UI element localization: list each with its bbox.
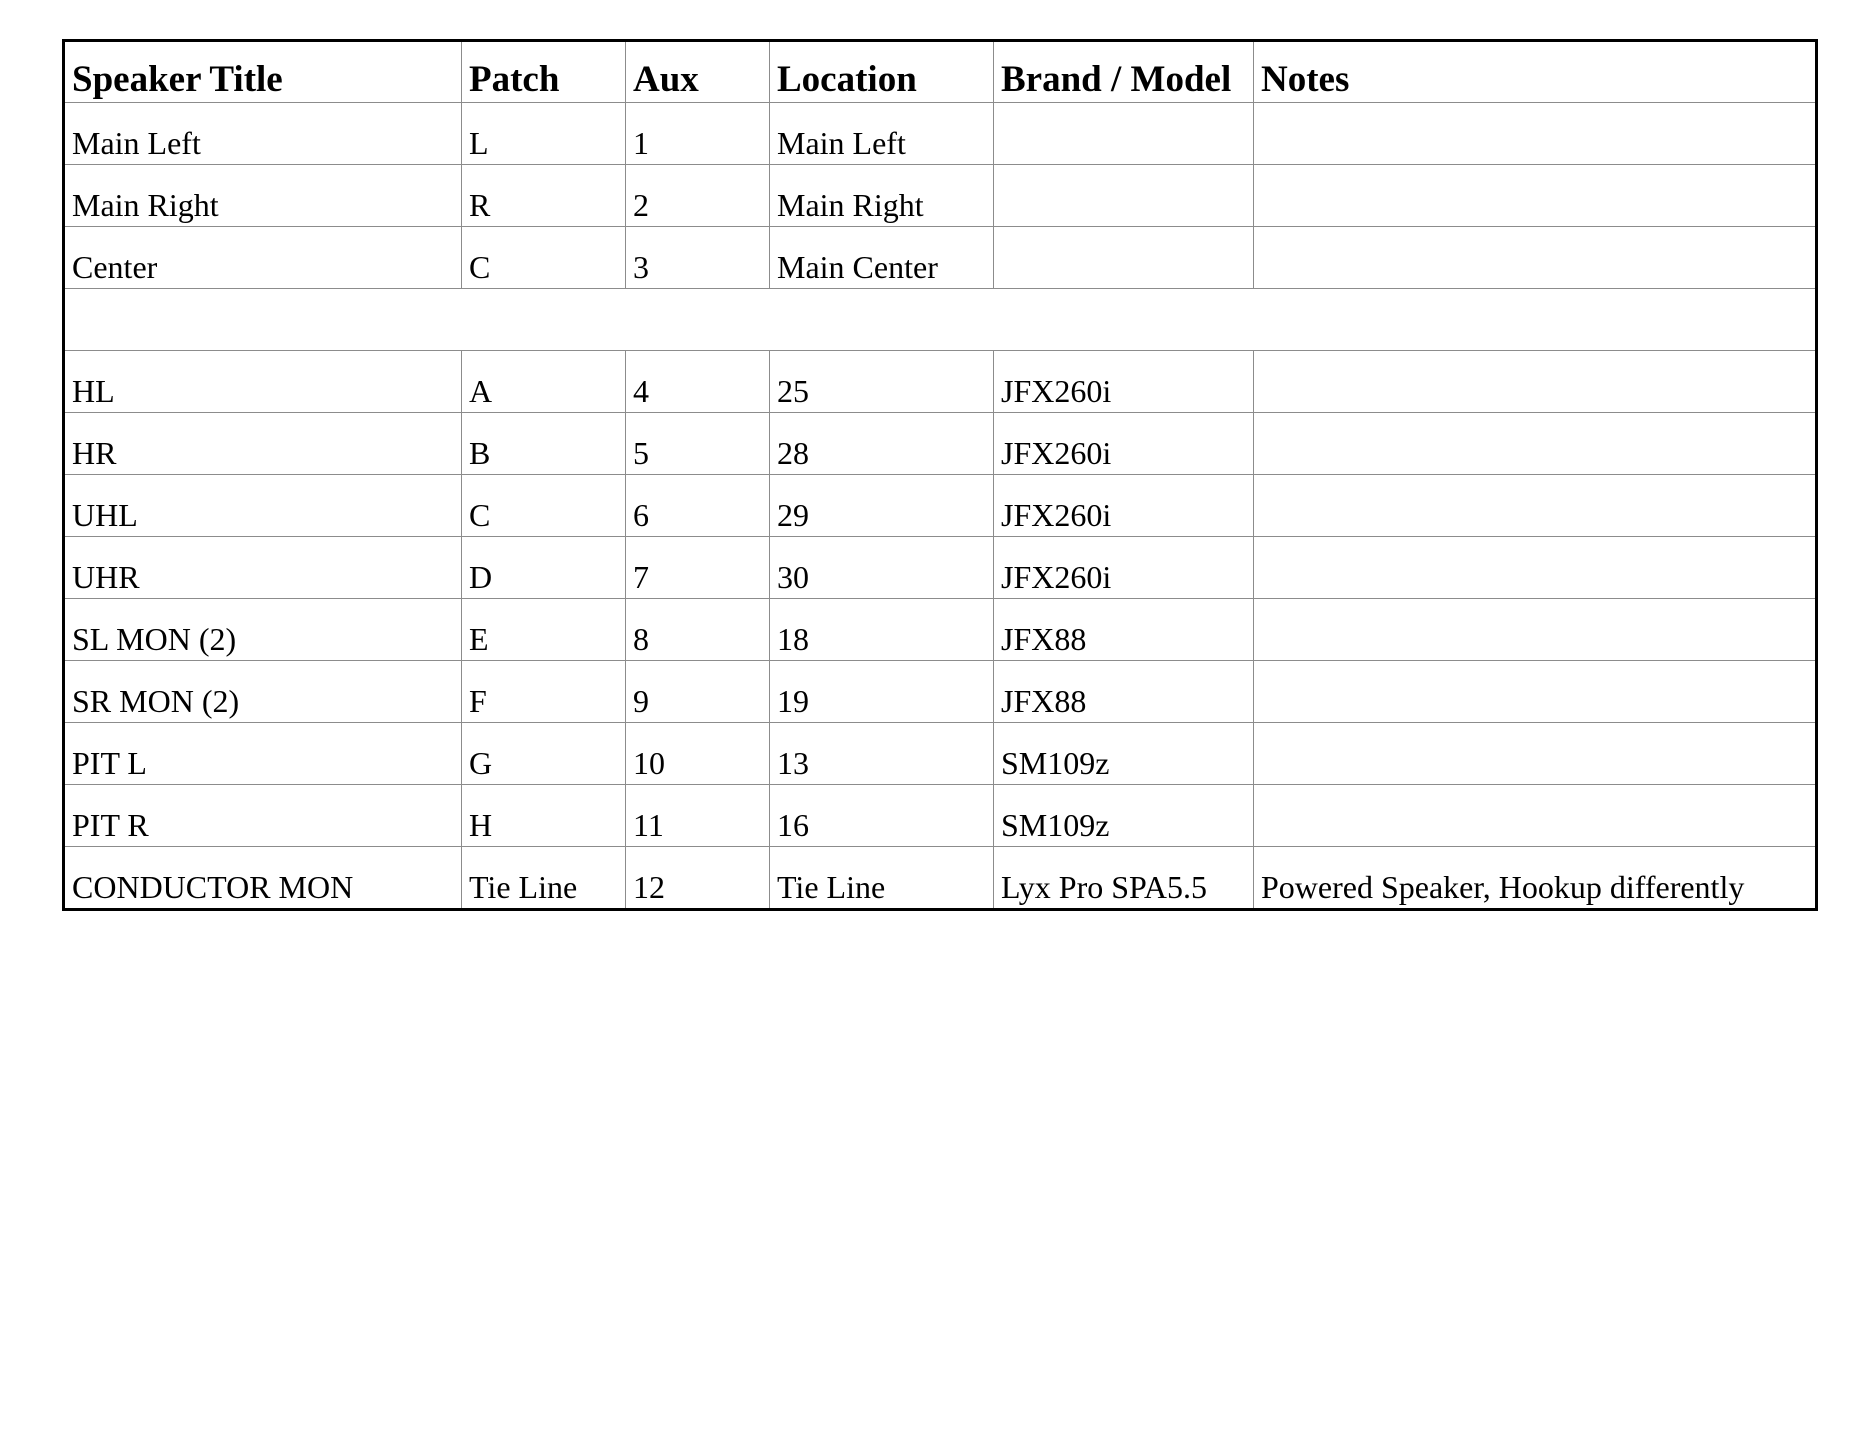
brand-model-cell xyxy=(994,103,1254,165)
patch-cell: E xyxy=(462,599,626,661)
notes-cell xyxy=(1254,351,1817,413)
location-cell: Main Left xyxy=(770,103,994,165)
location-cell: 28 xyxy=(770,413,994,475)
speaker-title-cell: SL MON (2) xyxy=(64,599,462,661)
speaker-title-cell: SR MON (2) xyxy=(64,661,462,723)
aux-cell: 11 xyxy=(626,785,770,847)
table-row xyxy=(64,475,1817,537)
column-header-aux: Aux xyxy=(626,41,770,103)
aux-cell: 1 xyxy=(626,103,770,165)
aux-cell: 2 xyxy=(626,165,770,227)
location-cell: Main Center xyxy=(770,227,994,289)
table-row xyxy=(64,227,1817,289)
notes-cell xyxy=(1254,785,1817,847)
notes-cell xyxy=(1254,723,1817,785)
location-cell: 30 xyxy=(770,537,994,599)
location-cell: 29 xyxy=(770,475,994,537)
notes-cell xyxy=(1254,165,1817,227)
aux-cell: 7 xyxy=(626,537,770,599)
patch-cell: G xyxy=(462,723,626,785)
brand-model-cell: JFX260i xyxy=(994,475,1254,537)
table-row xyxy=(64,351,1817,413)
patch-cell: B xyxy=(462,413,626,475)
header-row xyxy=(64,41,1817,103)
aux-cell: 8 xyxy=(626,599,770,661)
brand-model-cell: JFX260i xyxy=(994,351,1254,413)
column-header-notes: Notes xyxy=(1254,41,1817,103)
table-row xyxy=(64,723,1817,785)
notes-cell xyxy=(1254,227,1817,289)
table-row xyxy=(64,785,1817,847)
speaker-patch-table xyxy=(62,39,1818,911)
table-row xyxy=(64,103,1817,165)
column-header-brand-model: Brand / Model xyxy=(994,41,1254,103)
column-header-location: Location xyxy=(770,41,994,103)
notes-cell xyxy=(1254,661,1817,723)
column-header-patch: Patch xyxy=(462,41,626,103)
patch-cell: C xyxy=(462,227,626,289)
blank-cell xyxy=(64,289,1817,351)
speaker-title-cell: Center xyxy=(64,227,462,289)
table-row xyxy=(64,599,1817,661)
brand-model-cell: JFX88 xyxy=(994,661,1254,723)
notes-cell xyxy=(1254,537,1817,599)
location-cell: 19 xyxy=(770,661,994,723)
patch-cell: C xyxy=(462,475,626,537)
column-header-speaker-title: Speaker Title xyxy=(64,41,462,103)
speaker-title-cell: PIT R xyxy=(64,785,462,847)
location-cell: 18 xyxy=(770,599,994,661)
brand-model-cell: JFX260i xyxy=(994,537,1254,599)
speaker-title-cell: CONDUCTOR MON xyxy=(64,847,462,910)
aux-cell: 3 xyxy=(626,227,770,289)
notes-cell xyxy=(1254,599,1817,661)
speaker-title-cell: PIT L xyxy=(64,723,462,785)
table-row xyxy=(64,413,1817,475)
brand-model-cell xyxy=(994,227,1254,289)
patch-cell: H xyxy=(462,785,626,847)
speaker-title-cell: HR xyxy=(64,413,462,475)
table-row xyxy=(64,661,1817,723)
brand-model-cell: SM109z xyxy=(994,723,1254,785)
aux-cell: 4 xyxy=(626,351,770,413)
brand-model-cell xyxy=(994,165,1254,227)
brand-model-cell: Lyx Pro SPA5.5 xyxy=(994,847,1254,910)
brand-model-cell: JFX88 xyxy=(994,599,1254,661)
aux-cell: 6 xyxy=(626,475,770,537)
speaker-title-cell: Main Right xyxy=(64,165,462,227)
aux-cell: 10 xyxy=(626,723,770,785)
speaker-title-cell: HL xyxy=(64,351,462,413)
patch-cell: Tie Line xyxy=(462,847,626,910)
speaker-title-cell: Main Left xyxy=(64,103,462,165)
speaker-title-cell: UHR xyxy=(64,537,462,599)
location-cell: Tie Line xyxy=(770,847,994,910)
patch-cell: L xyxy=(462,103,626,165)
table-row xyxy=(64,537,1817,599)
notes-cell xyxy=(1254,413,1817,475)
patch-cell: R xyxy=(462,165,626,227)
blank-separator-row xyxy=(64,289,1817,351)
table-row xyxy=(64,165,1817,227)
brand-model-cell: JFX260i xyxy=(994,413,1254,475)
brand-model-cell: SM109z xyxy=(994,785,1254,847)
patch-cell: F xyxy=(462,661,626,723)
notes-cell xyxy=(1254,475,1817,537)
aux-cell: 9 xyxy=(626,661,770,723)
notes-cell: Powered Speaker, Hookup differently xyxy=(1254,847,1817,910)
aux-cell: 5 xyxy=(626,413,770,475)
location-cell: Main Right xyxy=(770,165,994,227)
table-row xyxy=(64,847,1817,910)
patch-cell: D xyxy=(462,537,626,599)
location-cell: 25 xyxy=(770,351,994,413)
notes-cell xyxy=(1254,103,1817,165)
speaker-title-cell: UHL xyxy=(64,475,462,537)
aux-cell: 12 xyxy=(626,847,770,910)
location-cell: 16 xyxy=(770,785,994,847)
location-cell: 13 xyxy=(770,723,994,785)
patch-cell: A xyxy=(462,351,626,413)
